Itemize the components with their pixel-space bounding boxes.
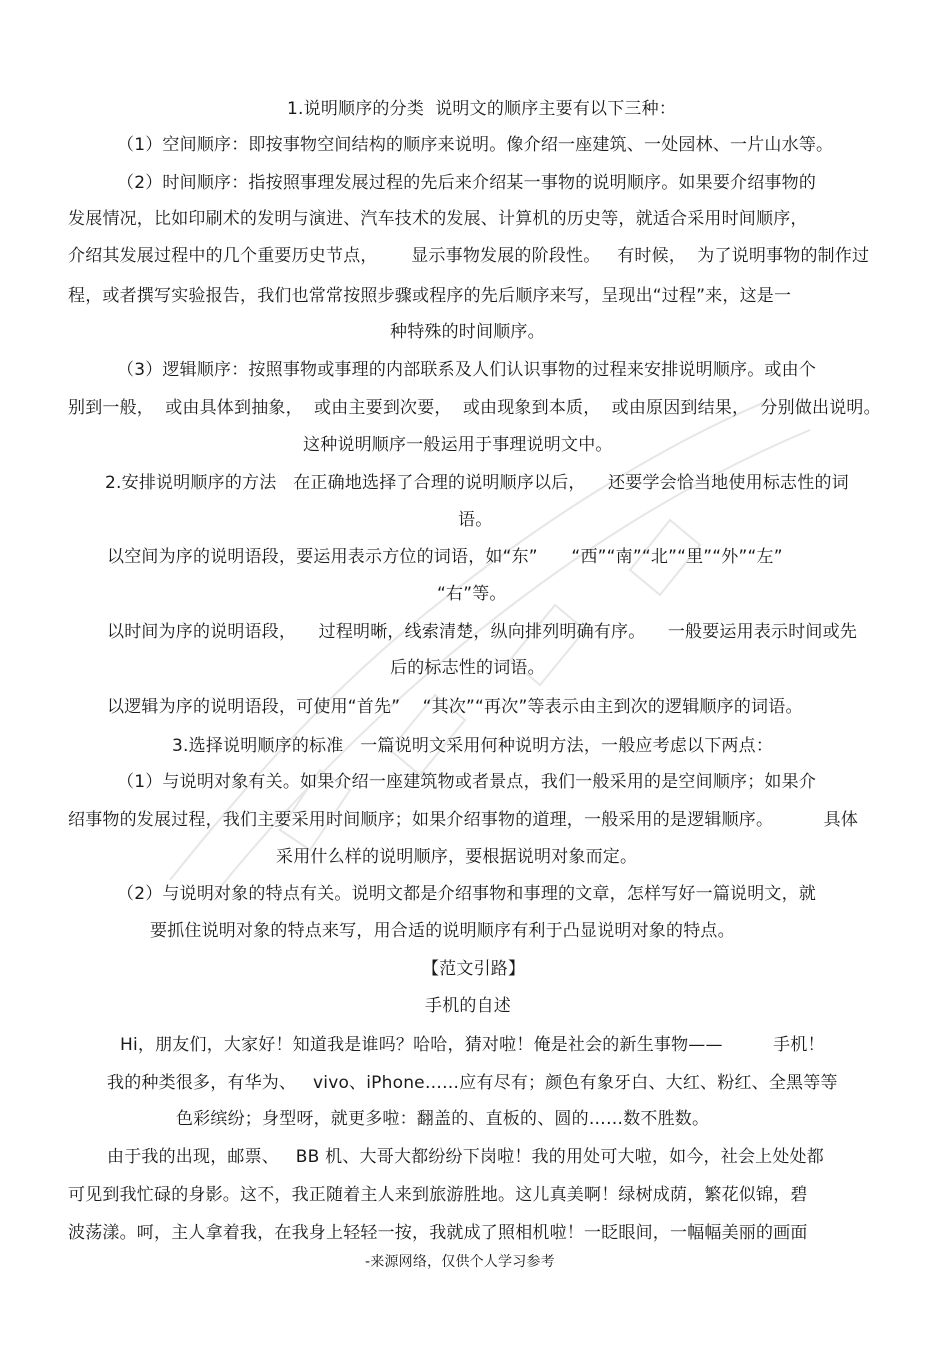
source-footer: -来源网络，仅供个人学习参考 [365, 1254, 555, 1270]
paragraph-line: 以逻辑为序的说明语段，可使用“首先” “其次”“再次”等表示由主到次的逻辑顺序的词语。 [107, 697, 803, 717]
paragraph-line: （3）逻辑顺序：按照事物或事理的内部联系及人们认识事物的过程来安排说明顺序。或由个 [117, 360, 817, 380]
paragraph-line: （2）与说明对象的特点有关。说明文都是介绍事物和事理的文章，怎样写好一篇说明文，就 [117, 884, 817, 904]
essay-title: 手机的自述 [425, 996, 511, 1016]
essay-line: Hi，朋友们，大家好！知道我是谁吗？哈哈，猜对啦！俺是社会的新生事物—— 手机！ [120, 1035, 825, 1055]
section-2-heading: 2.安排说明顺序的方法 在正确地选择了合理的说明顺序以后， 还要学会恰当地使用标志性的词 [105, 473, 849, 493]
paragraph-line: 种特殊的时间顺序。 [390, 322, 545, 342]
section-3-heading: 3.选择说明顺序的标准 一篇说明文采用何种说明方法，一般应考虑以下两点： [172, 736, 774, 756]
section-label-example: 【范文引路】 [422, 959, 526, 979]
section-1-heading: 1.说明顺序的分类 说明文的顺序主要有以下三种： [287, 99, 677, 119]
essay-line: 我的种类很多，有华为、 vivo、iPhone……应有尽有；颜色有象牙白、大红、粉红、全黑等等 [107, 1073, 838, 1093]
essay-line: 可见到我忙碌的身影。这不，我正随着主人来到旅游胜地。这儿真美啊！绿树成荫，繁花似锦，碧 [68, 1185, 808, 1205]
paragraph-line: （1）空间顺序：即按事物空间结构的顺序来说明。像介绍一座建筑、一处园林、一片山水等。 [117, 135, 834, 155]
paragraph-line: （2）时间顺序：指按照事理发展过程的先后来介绍某一事物的说明顺序。如果要介绍事物的 [117, 173, 817, 193]
essay-line: 波荡漾。呵，主人拿着我，在我身上轻轻一按，我就成了照相机啦！一眨眼间，一幅幅美丽的画面 [68, 1223, 808, 1243]
paragraph-line: 要抓住说明对象的特点来写，用合适的说明顺序有利于凸显说明对象的特点。 [150, 921, 735, 941]
paragraph-line: 以时间为序的说明语段， 过程明晰，线索清楚，纵向排列明确有序。 一般要运用表示时间或先 [107, 622, 858, 642]
paragraph-line: 程，或者撰写实验报告，我们也常常按照步骤或程序的先后顺序来写，呈现出“过程”来，这是一 [68, 286, 792, 306]
paragraph-line: 后的标志性的词语。 [390, 658, 545, 678]
essay-line: 色彩缤纷；身型呀，就更多啦：翻盖的、直板的、圆的……数不胜数。 [176, 1109, 710, 1129]
paragraph-line: 发展情况，比如印刷术的发明与演进、汽车技术的发展、计算机的历史等，就适合采用时间顺序， [68, 209, 808, 229]
paragraph-line: 介绍其发展过程中的几个重要历史节点， 显示事物发展的阶段性。 有时候， 为了说明事物的制作过 [68, 246, 870, 266]
paragraph-line: 这种说明顺序一般运用于事理说明文中。 [303, 435, 613, 455]
paragraph-line: 绍事物的发展过程，我们主要采用时间顺序；如果介绍事物的道理，一般采用的是逻辑顺序。 具体 [68, 810, 859, 830]
essay-line: 由于我的出现，邮票、 BB 机、大哥大都纷纷下岗啦！我的用处可大啦，如今，社会上处处都 [107, 1147, 824, 1167]
paragraph-line: 别到一般， 或由具体到抽象， 或由主要到次要， 或由现象到本质， 或由原因到结果， 分别做出说明。 [68, 398, 881, 418]
paragraph-line: （1）与说明对象有关。如果介绍一座建筑物或者景点，我们一般采用的是空间顺序；如果介 [117, 772, 817, 792]
paragraph-line: 语。 [458, 510, 493, 530]
paragraph-line: 以空间为序的说明语段，要运用表示方位的词语，如“东” “西”“南”“北”“里”“外”“左” [107, 547, 783, 567]
paragraph-line: 采用什么样的说明顺序，要根据说明对象而定。 [276, 847, 638, 867]
paragraph-line: “右”等。 [437, 584, 507, 604]
